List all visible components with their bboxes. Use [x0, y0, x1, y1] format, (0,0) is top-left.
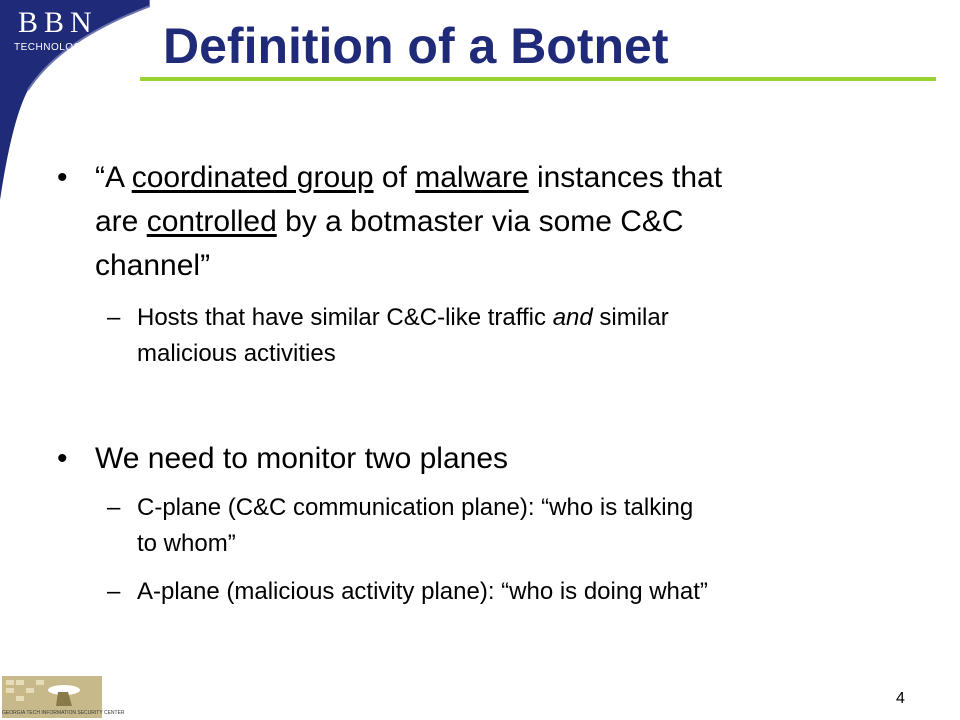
bullet2-sub1-line1: C-plane (C&C communication plane): “who is talking	[137, 494, 694, 521]
bullet2-sub2: A-plane (malicious activity plane): “who is doing what”	[137, 578, 708, 605]
underlined-term: malware	[415, 161, 529, 194]
text-fragment: Hosts that have similar C&C-like traffic	[137, 304, 553, 331]
bullet1-line2	[95, 202, 855, 242]
underlined-term: coordinated group	[131, 161, 374, 194]
logo-main-text: BBN	[18, 6, 98, 39]
text-fragment: by a botmaster via some C&C	[276, 205, 684, 238]
slide-title: Definition of a Botnet	[163, 18, 669, 74]
bullet1-line1	[95, 158, 855, 198]
bullet-marker: •	[57, 442, 68, 475]
text-fragment: of	[373, 161, 416, 194]
italic-term: and	[552, 304, 593, 331]
bullet1-sub1-line2: malicious activities	[137, 340, 336, 367]
gtisc-logo-label: GEORGIA TECH INFORMATION SECURITY CENTER	[2, 710, 125, 716]
sub-bullet-dash: –	[107, 578, 121, 605]
bullet2-sub1-line2: to whom”	[137, 530, 236, 557]
bullet-marker: •	[57, 161, 68, 194]
text-fragment: instances that	[528, 161, 723, 194]
text-fragment: similar	[592, 304, 669, 331]
underlined-term: controlled	[146, 205, 277, 238]
bullet2-line1: We need to monitor two planes	[95, 442, 509, 475]
sub-bullet-dash: –	[107, 494, 121, 521]
sub-bullet-dash: –	[107, 304, 121, 331]
text-fragment: “A	[95, 161, 132, 194]
text-fragment: are	[95, 205, 147, 238]
bullet1-line3: channel”	[95, 249, 211, 282]
slide-number: 4	[896, 690, 905, 707]
bullet1-sub1-line1	[137, 301, 877, 334]
logo-sub-text: TECHNOLOGIES	[14, 42, 100, 53]
